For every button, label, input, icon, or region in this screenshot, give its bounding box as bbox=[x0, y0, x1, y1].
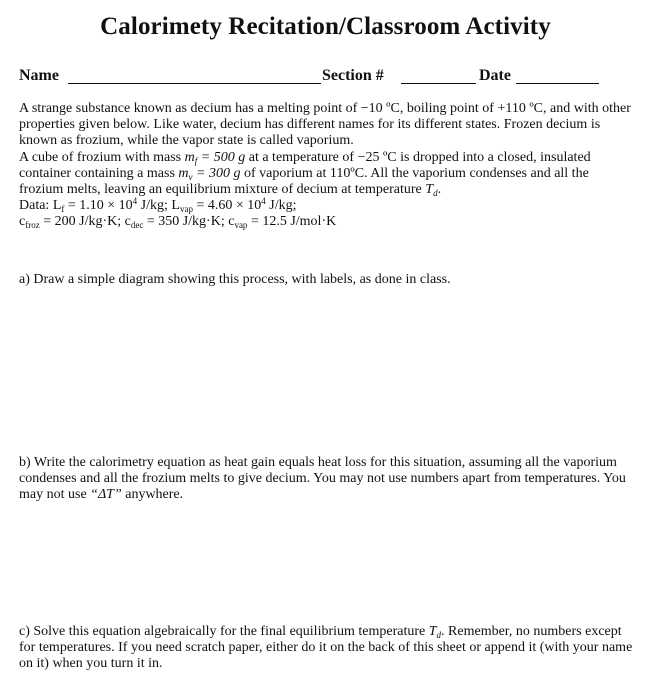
intro-paragraph-2: A cube of frozium with mass $m_f = 500$ g at a temperature of −25 ºC is dropped into a closed, insulated container containing a mass $m_v = 300$ g of vaporium at 110ºC. All the vaporium condenses and all the frozium melts, leaving an equilibrium mixture of decium at temperature $T_d$. bbox=[19, 149, 591, 199]
name-label: Name bbox=[19, 67, 59, 84]
question-a: a) Draw a simple diagram showing this process, with labels, as done in class. bbox=[19, 272, 451, 287]
section-label: Section # bbox=[322, 67, 384, 84]
problem-statement bbox=[19, 101, 634, 231]
intro-paragraph-1: A strange substance known as decium has a melting point of −10 ºC, boiling point of +110 ºC, and with other properties given below. Like water, decium has different names for its different states. Frozen decium is known as frozium, while the vapor state is called vaporium. bbox=[19, 101, 631, 149]
page-title: Calorimety Recitation/Classroom Activity bbox=[100, 13, 551, 40]
date-label: Date bbox=[479, 67, 511, 84]
data-line-1: Data: $L_f = 1.10 \times 10^4$ J/kg; $L_{vap} = 4.60 \times 10^4$ J/kg; bbox=[19, 196, 297, 215]
question-c: c) Solve this equation algebraically for the final equilibrium temperature $T_d$. Remember, no numbers except for temperatures. If you need scratch paper, either do it on the back of this sheet or append it (with your name on it) when you turn it in. bbox=[19, 624, 633, 672]
name-blank[interactable] bbox=[68, 83, 321, 84]
section-blank[interactable] bbox=[401, 83, 476, 84]
date-blank[interactable] bbox=[516, 83, 599, 84]
question-b: b) Write the calorimetry equation as heat gain equals heat loss for this situation, assuming all the vaporium condenses and all the frozium melts to give decium. You may not use numbers apart from temperatures. You may not use “ΔT” anywhere. bbox=[19, 455, 626, 503]
data-line-2: $c_{froz} = 200$ J/kg·K; $c_{dec} = 350$ J/kg·K; $c_{vap} = 12.5$ J/mol·K bbox=[19, 214, 337, 231]
header-fields bbox=[19, 66, 619, 88]
